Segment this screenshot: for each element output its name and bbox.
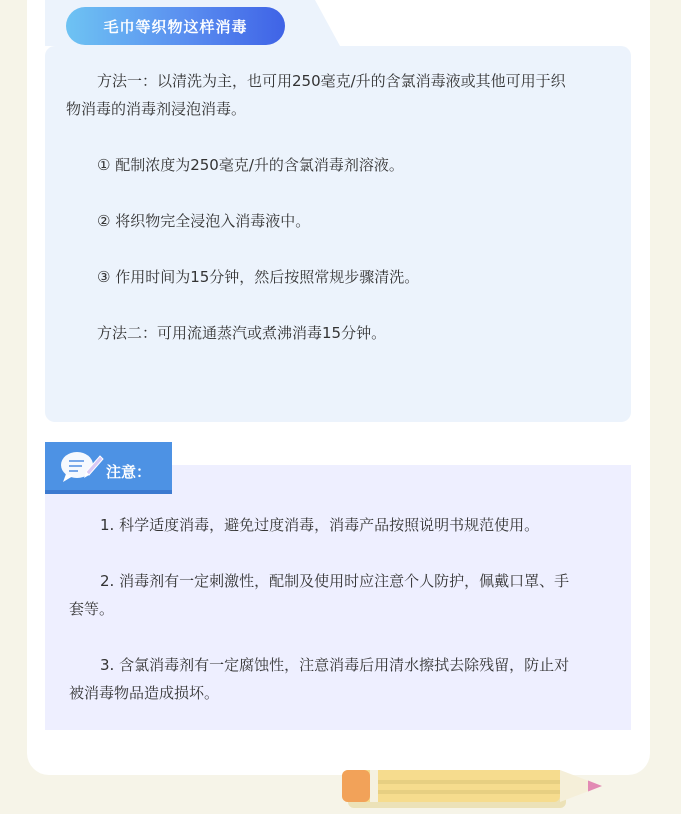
step-one: ① 配制浓度为250毫克/升的含氯消毒剂溶液。 bbox=[97, 156, 404, 174]
step-three: ③ 作用时间为15分钟，然后按照常规步骤清洗。 bbox=[97, 268, 420, 286]
note-label: 注意： bbox=[106, 463, 152, 481]
speech-bubble-pencil-icon bbox=[58, 448, 104, 486]
note-line-2: 2. 消毒剂有一定刺激性，配制及使用时应注意个人防护，佩戴口罩、手 bbox=[100, 572, 570, 590]
method-one-line-2: 物消毒的消毒剂浸泡消毒。 bbox=[66, 100, 247, 118]
method-two: 方法二：可用流通蒸汽或煮沸消毒15分钟。 bbox=[97, 324, 387, 342]
method-one-line-1: 方法一：以清洗为主，也可用250毫克/升的含氯消毒液或其他可用于织 bbox=[97, 72, 566, 90]
step-two: ② 将织物完全浸泡入消毒液中。 bbox=[97, 212, 311, 230]
pencil-decoration-icon bbox=[340, 768, 610, 810]
note-line-3b: 被消毒物品造成损坏。 bbox=[69, 684, 220, 702]
note-line-1: 1. 科学适度消毒，避免过度消毒，消毒产品按照说明书规范使用。 bbox=[100, 516, 540, 534]
section-title: 毛巾等织物这样消毒 bbox=[66, 7, 285, 45]
note-line-2b: 套等。 bbox=[69, 600, 115, 618]
note-line-3: 3. 含氯消毒剂有一定腐蚀性，注意消毒后用清水擦拭去除残留，防止对 bbox=[100, 656, 570, 674]
